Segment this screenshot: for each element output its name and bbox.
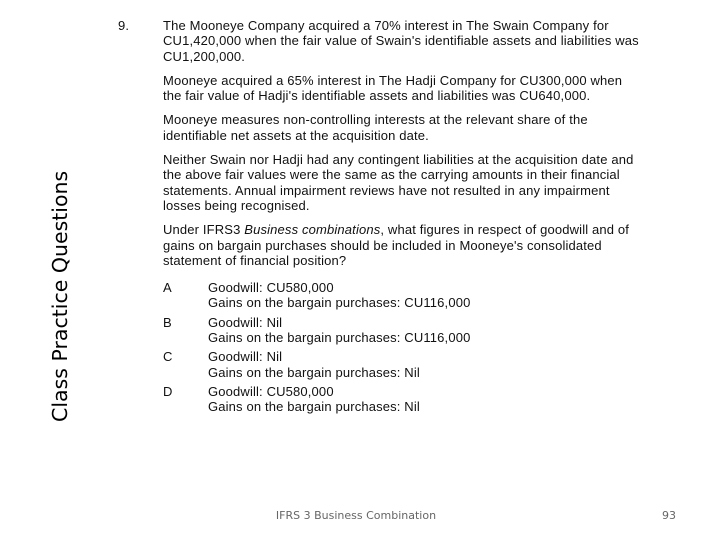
option-goodwill: Goodwill: Nil [208,349,283,365]
option-letter: A [163,280,172,296]
option-letter: C [163,349,173,365]
question-number: 9. [118,18,130,33]
side-title: Class Practice Questions [48,170,72,422]
option-a [163,280,643,311]
question-text [163,222,643,268]
option-goodwill: Goodwill: CU580,000 [208,383,334,399]
option-goodwill: Goodwill: CU580,000 [208,280,334,296]
option-letter: B [163,314,172,330]
option-goodwill: Goodwill: Nil [208,314,283,330]
option-gains: Gains on the bargain purchases: Nil [208,364,420,380]
option-gains: Gains on the bargain purchases: Nil [208,399,420,415]
question-suffix: , what figures in respect of goodwill and of gains on bargain purchases should be included in Mooneye's consolidated statement of financial position? [163,222,630,268]
option-d [163,384,643,415]
paragraph-swain: The Mooneye Company acquired a 70% interest in The Swain Company for CU1,420,000 when the fair value of Swain's identifiable assets and liabilities was CU1,200,000. [163,18,639,64]
question-italic: Business combinations [244,222,381,238]
question-prefix: Under IFRS3 [163,222,245,238]
option-c [163,349,643,380]
page-number: 93 [662,509,676,522]
paragraph-nci: Mooneye measures non-controlling interests at the relevant share of the identifiable net assets at the acquisition date. [163,112,588,143]
option-letter: D [163,383,173,399]
question-body [163,18,643,419]
paragraph-hadji: Mooneye acquired a 65% interest in The Hadji Company for CU300,000 when the fair value of Hadji's identifiable assets and liabilities was CU640,000. [163,72,623,104]
option-gains: Gains on the bargain purchases: CU116,000 [208,295,471,311]
option-b [163,315,643,346]
paragraph-contingent: Neither Swain nor Hadji had any contingent liabilities at the acquisition date and the above fair values were the same as the carrying amounts in their financial statements. Annual impairment reviews have not resulted in any impairment losses being recognised. [163,152,634,213]
footer-title: IFRS 3 Business Combination [275,509,437,522]
option-gains: Gains on the bargain purchases: CU116,000 [208,330,471,346]
answer-options [163,280,643,414]
